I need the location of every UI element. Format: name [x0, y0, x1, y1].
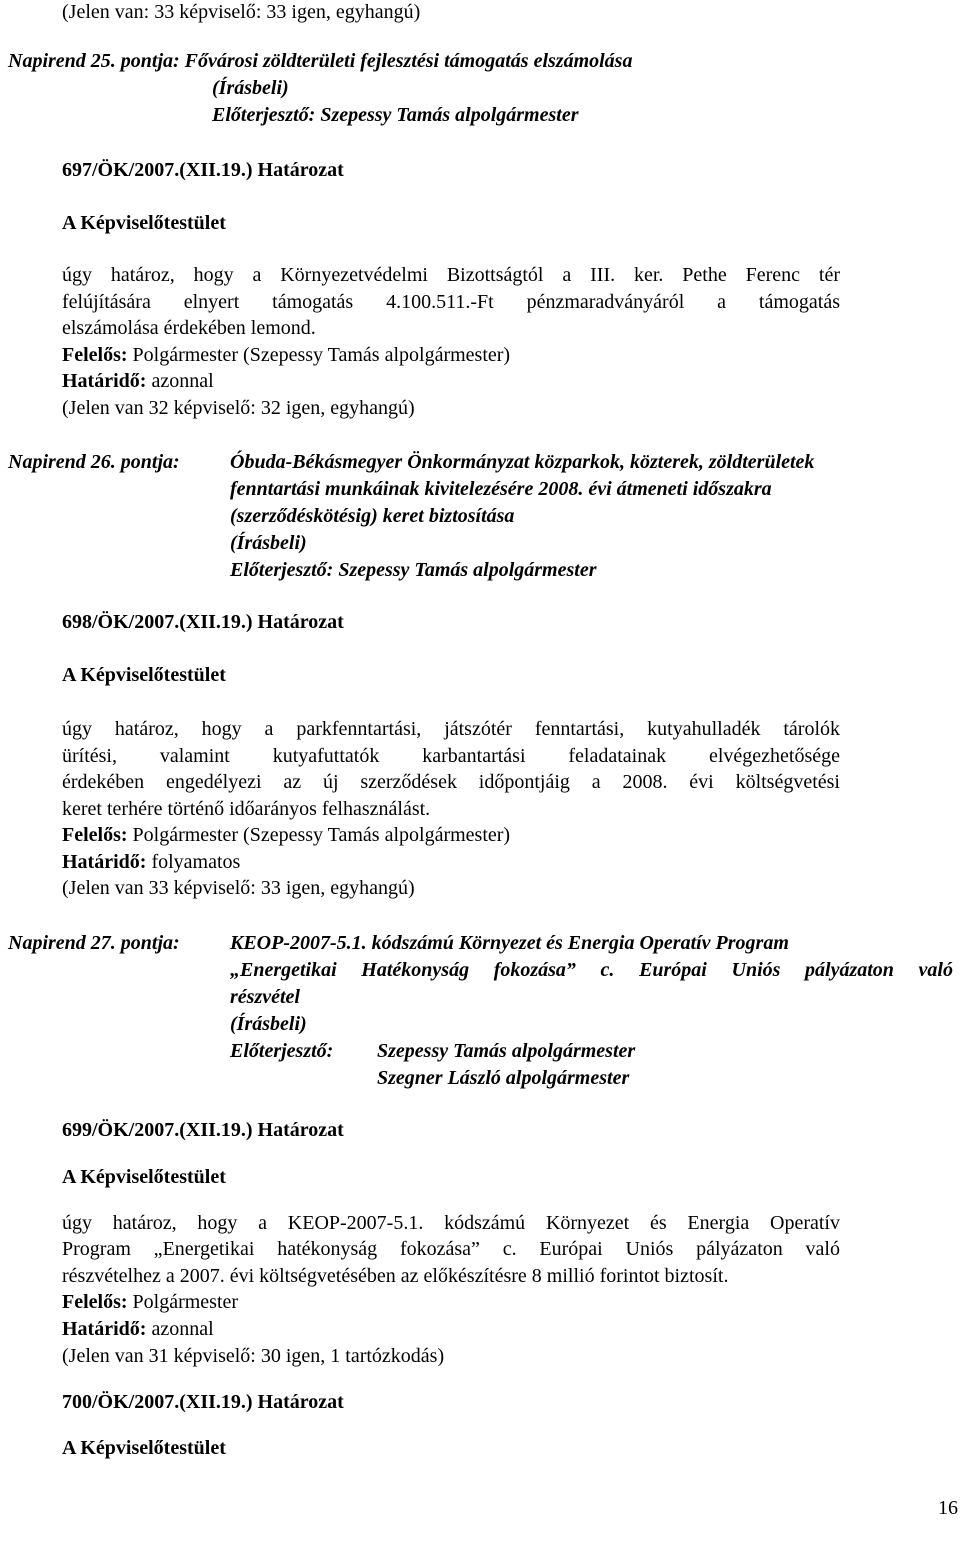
resolution-body: A Képviselőtestület	[62, 664, 226, 686]
vote-result: (Jelen van: 33 képviselő: 33 igen, egyhangú)	[62, 1, 421, 23]
vote-result: (Jelen van 32 képviselő: 32 igen, egyhangú)	[62, 397, 415, 419]
resolution-text-line: ürítési, valamint kutyafuttatók karbantartási feladatainak elvégezhetősége	[62, 745, 840, 767]
page-number: 16	[938, 1497, 958, 1519]
deadline-label: Határidő:	[62, 370, 147, 392]
agenda-item-27-title-line: KEOP-2007-5.1. kódszámú Környezet és Energia Operatív Program	[230, 932, 789, 954]
resolution-text-line: részvételhez a 2007. évi költségvetésében az előkészítésre 8 millió forintot biztosít.	[62, 1265, 729, 1287]
deadline-line	[62, 368, 214, 395]
presenter: Előterjesztő: Szepessy Tamás alpolgármester	[212, 104, 579, 126]
presenter-name: Szegner László alpolgármester	[377, 1067, 630, 1089]
agenda-item-26-label: Napirend 26. pontja:	[8, 451, 180, 473]
deadline-line	[62, 1316, 214, 1343]
resolution-number: 697/ÖK/2007.(XII.19.) Határozat	[62, 159, 344, 181]
responsible-label: Felelős:	[62, 824, 128, 846]
deadline-value: folyamatos	[151, 851, 241, 873]
resolution-text-line: úgy határoz, hogy a parkfenntartási, játszótér fenntartási, kutyahulladék tárolók	[62, 718, 840, 740]
presenter-label: Előterjesztő:	[230, 1040, 334, 1062]
written-label: (Írásbeli)	[212, 77, 289, 99]
agenda-item-27-title-line: részvétel	[230, 986, 300, 1008]
written-label: (Írásbeli)	[230, 532, 307, 554]
resolution-text-line: Program „Energetikai hatékonyság fokozása” c. Európai Uniós pályázaton való	[62, 1238, 840, 1260]
responsible-label: Felelős:	[62, 344, 128, 366]
agenda-item-27-title-line: „Energetikai Hatékonyság fokozása” c. Európai Uniós pályázaton való	[230, 959, 953, 981]
presenter-name: Szepessy Tamás alpolgármester	[377, 1040, 636, 1062]
responsible-value: Polgármester (Szepessy Tamás alpolgármester)	[132, 344, 511, 366]
responsible-line	[62, 342, 510, 369]
resolution-body: A Képviselőtestület	[62, 1437, 226, 1459]
resolution-body: A Képviselőtestület	[62, 212, 226, 234]
responsible-value: Polgármester	[132, 1291, 239, 1313]
agenda-item-26-title-line: fenntartási munkáinak kivitelezésére 2008. évi átmeneti időszakra	[230, 478, 772, 500]
resolution-number: 698/ÖK/2007.(XII.19.) Határozat	[62, 611, 344, 633]
vote-result: (Jelen van 31 képviselő: 30 igen, 1 tartózkodás)	[62, 1345, 445, 1367]
resolution-body: A Képviselőtestület	[62, 1166, 226, 1188]
responsible-line	[62, 822, 510, 849]
resolution-text-line: keret terhére történő időarányos felhasználást.	[62, 798, 431, 820]
resolution-text-line: úgy határoz, hogy a KEOP-2007-5.1. kódszámú Környezet és Energia Operatív	[62, 1212, 840, 1234]
agenda-item-27-label: Napirend 27. pontja:	[8, 932, 180, 954]
resolution-text-line: érdekében engedélyezi az új szerződések időpontjáig a 2008. évi költségvetési	[62, 771, 840, 793]
responsible-value: Polgármester (Szepessy Tamás alpolgármester)	[132, 824, 511, 846]
deadline-value: azonnal	[151, 370, 214, 392]
vote-result: (Jelen van 33 képviselő: 33 igen, egyhangú)	[62, 877, 415, 899]
written-label: (Írásbeli)	[230, 1013, 307, 1035]
agenda-item-25-title: Napirend 25. pontja: Fővárosi zöldterületi fejlesztési támogatás elszámolása	[8, 50, 633, 72]
resolution-text-line: úgy határoz, hogy a Környezetvédelmi Bizottságtól a III. ker. Pethe Ferenc tér	[62, 264, 840, 286]
resolution-number: 699/ÖK/2007.(XII.19.) Határozat	[62, 1119, 344, 1141]
deadline-value: azonnal	[151, 1318, 214, 1340]
agenda-item-26-title-line: (szerződéskötésig) keret biztosítása	[230, 505, 515, 527]
responsible-line	[62, 1289, 238, 1316]
deadline-label: Határidő:	[62, 851, 147, 873]
deadline-line	[62, 849, 240, 876]
presenter: Előterjesztő: Szepessy Tamás alpolgármester	[230, 559, 597, 581]
resolution-number: 700/ÖK/2007.(XII.19.) Határozat	[62, 1391, 344, 1413]
deadline-label: Határidő:	[62, 1318, 147, 1340]
resolution-text-line: elszámolása érdekében lemond.	[62, 317, 316, 339]
agenda-item-26-title-line: Óbuda-Békásmegyer Önkormányzat közparkok, közterek, zöldterületek	[230, 451, 815, 473]
resolution-text-line: felújítására elnyert támogatás 4.100.511.-Ft pénzmaradványáról a támogatás	[62, 291, 840, 313]
responsible-label: Felelős:	[62, 1291, 128, 1313]
